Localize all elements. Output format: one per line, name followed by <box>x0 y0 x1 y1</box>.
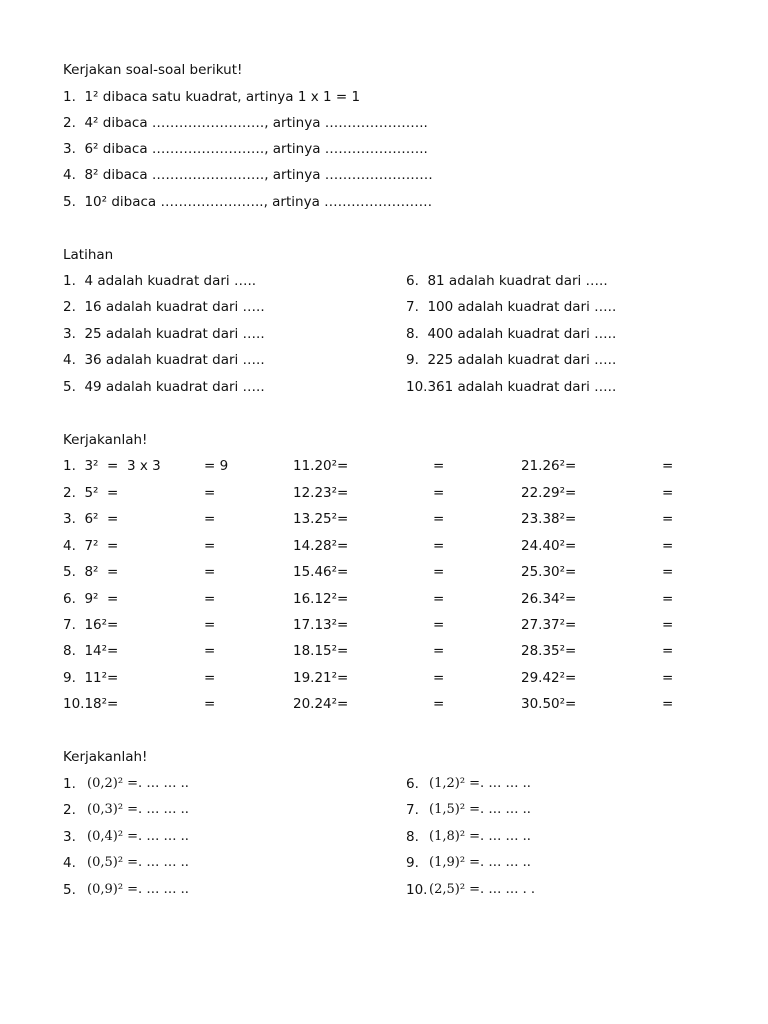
decimal-right-4-number: 9. <box>406 855 419 871</box>
squares-row-5-c_eq: = <box>662 564 674 580</box>
squares-row-2-b: 12.23²= <box>293 485 349 501</box>
squares-row-7-b: 17.13²= <box>293 617 349 633</box>
squares-row-8-b: 18.15²= <box>293 643 349 659</box>
squares-row-5-c: 25.30²= <box>521 564 577 580</box>
squares-row-9-c: 29.42²= <box>521 670 577 686</box>
squares-row-10-c: 30.50²= <box>521 696 577 712</box>
section1-item-3: 3. 6² dibaca ……………………., artinya ………………….. <box>63 141 428 157</box>
latihan-item-8: 8. 400 adalah kuadrat dari ….. <box>406 326 617 342</box>
squares-row-7-b_eq: = <box>433 617 445 633</box>
squares-row-10-a: 10.18²= <box>63 696 119 712</box>
section3-heading: Kerjakanlah! <box>63 432 148 448</box>
squares-row-3-b: 13.25²= <box>293 511 349 527</box>
squares-row-3-a_eq: = <box>204 511 216 527</box>
decimal-left-5-expression: (0,9)² =. … … .. <box>87 882 189 897</box>
decimal-right-3-expression: (1,8)² =. … … .. <box>429 829 531 844</box>
squares-row-10-b_eq: = <box>433 696 445 712</box>
squares-row-4-c_eq: = <box>662 538 674 554</box>
squares-row-8-a_eq: = <box>204 643 216 659</box>
decimal-left-4-number: 4. <box>63 855 76 871</box>
decimal-right-1-number: 6. <box>406 776 419 792</box>
decimal-left-5-number: 5. <box>63 882 76 898</box>
squares-row-5-a: 5. 8² = <box>63 564 119 580</box>
squares-row-3-c_eq: = <box>662 511 674 527</box>
latihan-item-6: 6. 81 adalah kuadrat dari ….. <box>406 273 608 289</box>
squares-row-2-c: 22.29²= <box>521 485 577 501</box>
squares-row-6-a: 6. 9² = <box>63 591 119 607</box>
squares-row-3-b_eq: = <box>433 511 445 527</box>
section4-heading: Kerjakanlah! <box>63 749 148 765</box>
section1-heading: Kerjakan soal-soal berikut! <box>63 62 243 78</box>
squares-row-3-c: 23.38²= <box>521 511 577 527</box>
squares-row-4-a: 4. 7² = <box>63 538 119 554</box>
decimal-left-3-expression: (0,4)² =. … … .. <box>87 829 189 844</box>
squares-row-10-a_eq: = <box>204 696 216 712</box>
decimal-left-4-expression: (0,5)² =. … … .. <box>87 855 189 870</box>
squares-row-1-a_eq: = 9 <box>204 458 229 474</box>
squares-row-8-b_eq: = <box>433 643 445 659</box>
decimal-right-1-expression: (1,2)² =. … … .. <box>429 776 531 791</box>
squares-row-8-c_eq: = <box>662 643 674 659</box>
latihan-item-3: 3. 25 adalah kuadrat dari ….. <box>63 326 265 342</box>
section1-item-1: 1. 1² dibaca satu kuadrat, artinya 1 x 1 = 1 <box>63 89 361 105</box>
squares-row-4-b_eq: = <box>433 538 445 554</box>
decimal-right-5-expression: (2,5)² =. … … . . <box>429 882 535 897</box>
squares-row-10-b: 20.24²= <box>293 696 349 712</box>
decimal-left-2-expression: (0,3)² =. … … .. <box>87 802 189 817</box>
decimal-right-2-expression: (1,5)² =. … … .. <box>429 802 531 817</box>
squares-row-10-c_eq: = <box>662 696 674 712</box>
squares-row-5-a_eq: = <box>204 564 216 580</box>
latihan-item-9: 9. 225 adalah kuadrat dari ….. <box>406 352 617 368</box>
squares-row-1-c: 21.26²= <box>521 458 577 474</box>
squares-row-6-a_eq: = <box>204 591 216 607</box>
decimal-left-3-number: 3. <box>63 829 76 845</box>
squares-row-1-c_eq: = <box>662 458 674 474</box>
latihan-item-5: 5. 49 adalah kuadrat dari ….. <box>63 379 265 395</box>
section1-item-5: 5. 10² dibaca ………………….., artinya …………………… <box>63 194 433 210</box>
squares-row-7-c_eq: = <box>662 617 674 633</box>
squares-row-9-c_eq: = <box>662 670 674 686</box>
decimal-right-2-number: 7. <box>406 802 419 818</box>
decimal-right-3-number: 8. <box>406 829 419 845</box>
section1-item-2: 2. 4² dibaca ……………………., artinya ………………….. <box>63 115 428 131</box>
section2-heading: Latihan <box>63 247 114 263</box>
squares-row-5-b_eq: = <box>433 564 445 580</box>
decimal-left-1-expression: (0,2)² =. … … .. <box>87 776 189 791</box>
decimal-left-2-number: 2. <box>63 802 76 818</box>
squares-row-4-b: 14.28²= <box>293 538 349 554</box>
squares-row-7-c: 27.37²= <box>521 617 577 633</box>
latihan-item-7: 7. 100 adalah kuadrat dari ….. <box>406 299 617 315</box>
squares-row-5-b: 15.46²= <box>293 564 349 580</box>
decimal-right-5-number: 10. <box>406 882 428 898</box>
squares-row-1-a: 1. 3² = 3 x 3 <box>63 458 161 474</box>
squares-row-2-a_eq: = <box>204 485 216 501</box>
decimal-left-1-number: 1. <box>63 776 76 792</box>
squares-row-6-b: 16.12²= <box>293 591 349 607</box>
squares-row-8-c: 28.35²= <box>521 643 577 659</box>
latihan-item-1: 1. 4 adalah kuadrat dari ….. <box>63 273 257 289</box>
decimal-right-4-expression: (1,9)² =. … … .. <box>429 855 531 870</box>
squares-row-9-b_eq: = <box>433 670 445 686</box>
squares-row-1-b_eq: = <box>433 458 445 474</box>
squares-row-9-b: 19.21²= <box>293 670 349 686</box>
squares-row-2-c_eq: = <box>662 485 674 501</box>
latihan-item-4: 4. 36 adalah kuadrat dari ….. <box>63 352 265 368</box>
squares-row-1-b: 11.20²= <box>293 458 349 474</box>
squares-row-6-c_eq: = <box>662 591 674 607</box>
squares-row-4-a_eq: = <box>204 538 216 554</box>
squares-row-8-a: 8. 14²= <box>63 643 119 659</box>
squares-row-4-c: 24.40²= <box>521 538 577 554</box>
squares-row-6-c: 26.34²= <box>521 591 577 607</box>
squares-row-9-a_eq: = <box>204 670 216 686</box>
squares-row-7-a_eq: = <box>204 617 216 633</box>
latihan-item-2: 2. 16 adalah kuadrat dari ….. <box>63 299 265 315</box>
squares-row-2-b_eq: = <box>433 485 445 501</box>
section1-item-4: 4. 8² dibaca ……………………., artinya …………………… <box>63 167 433 183</box>
squares-row-7-a: 7. 16²= <box>63 617 119 633</box>
squares-row-3-a: 3. 6² = <box>63 511 119 527</box>
squares-row-2-a: 2. 5² = <box>63 485 119 501</box>
squares-row-9-a: 9. 11²= <box>63 670 119 686</box>
squares-row-6-b_eq: = <box>433 591 445 607</box>
latihan-item-10: 10.361 adalah kuadrat dari ….. <box>406 379 617 395</box>
